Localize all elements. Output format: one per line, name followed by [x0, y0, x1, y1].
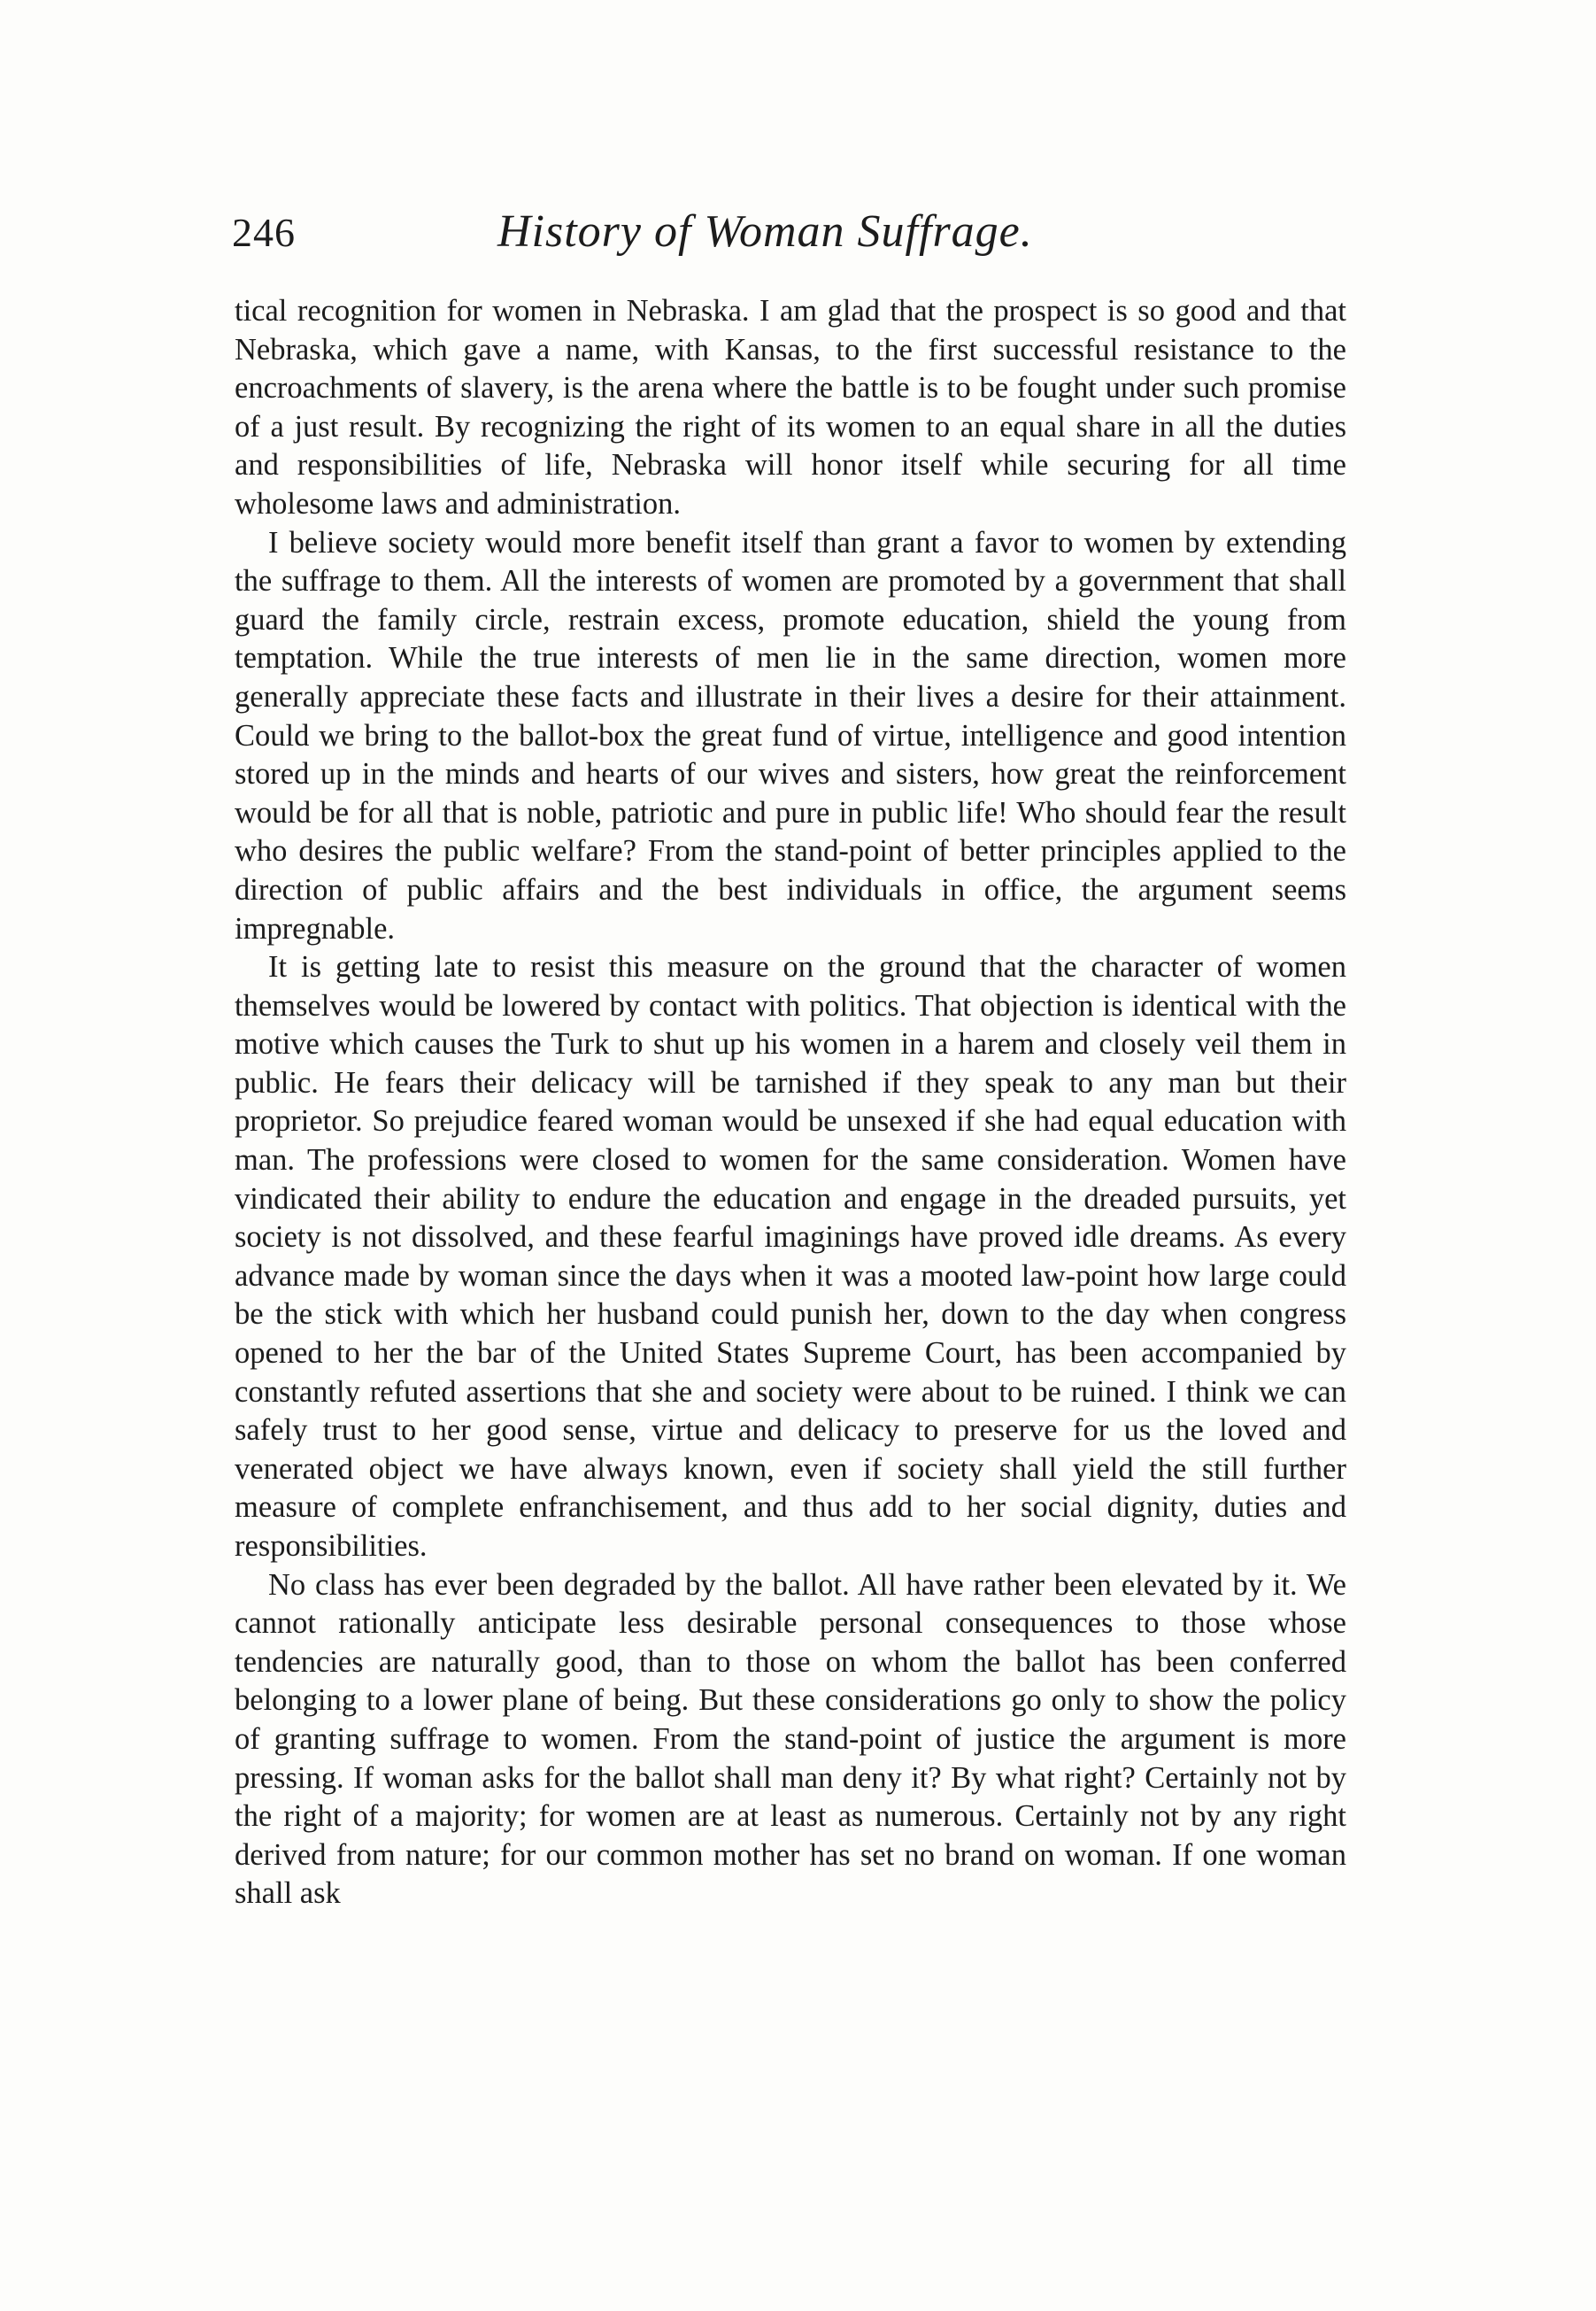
body-text — [235, 292, 1346, 1913]
paragraph-character-of-women: It is getting late to resist this measure on the ground that the character of women themselves would be lowered by contact with politics. That objection is identical with the motive which causes the Turk to shut up his women in a harem and closely veil them in public. He fears their delicacy will be tarnished if they speak to any man but their proprietor. So prejudice feared woman would be unsexed if she had equal education with man. The professions were closed to women for the same consideration. Women have vindicated their ability to endure the education and engage in the dreaded pursuits, yet society is not dissolved, and these fearful imaginings have proved idle dreams. As every advance made by woman since the days when it was a mooted law-point how large could be the stick with which her husband could punish her, down to the day when congress opened to her the bar of the United States Supreme Court, has been accompanied by constantly refuted assertions that she and society were about to be ruined. I think we can safely trust to her good sense, virtue and delicacy to preserve for us the loved and venerated object we have always known, even if society shall yield the still further measure of complete enfranchisement, and thus add to her social dignity, duties and responsibilities. — [235, 950, 1346, 1563]
paragraph-society-benefit: I believe society would more benefit itself than grant a favor to women by extending the suffrage to them. All the interests of women are promoted by a government that shall guard the family circle, restrain excess, promote education, shield the young from temptation. While the true interests of men lie in the same direction, women more generally appreciate these facts and illustrate in their lives a desire for their attainment. Could we bring to the ballot-box the great fund of virtue, intelligence and good intention stored up in the minds and hearts of our wives and sisters, how great the reinforcement would be for all that is noble, patriotic and pure in public life! Who should fear the result who desires the public welfare? From the stand-point of better principles applied to the direction of public affairs and the best individuals in office, the argument seems impregnable. — [235, 525, 1346, 946]
running-title: History of Woman Suffrage. — [497, 206, 1033, 257]
paragraph-continued: tical recognition for women in Nebraska. I am glad that the prospect is so good and that Nebraska, which gave a name, with Kansas, to the first successful resistance to the encroachments of slavery, is the arena where the battle is to be fought under such promise of a just result. By recognizing the right of its women to an equal share in all the duties and responsibilities of life, Nebraska will honor itself while securing for all time wholesome laws and administration. — [235, 294, 1346, 521]
paragraph-ballot-elevates: No class has ever been degraded by the ballot. All have rather been elevated by it. We cannot rationally anticipate less desirable personal consequences to those whose tendencies are naturally good, than to those on whom the ballot has been conferred belonging to a lower plane of being. But these considerations go only to show the policy of granting suffrage to women. From the stand-point of justice the argument is more pressing. If woman asks for the ballot shall man deny it? By what right? Certainly not by the right of a majority; for women are at least as numerous. Certainly not by any right derived from nature; for our common mother has set no brand on woman. If one woman shall ask — [235, 1567, 1346, 1911]
page-number: 246 — [232, 210, 296, 255]
running-head — [232, 200, 1347, 262]
